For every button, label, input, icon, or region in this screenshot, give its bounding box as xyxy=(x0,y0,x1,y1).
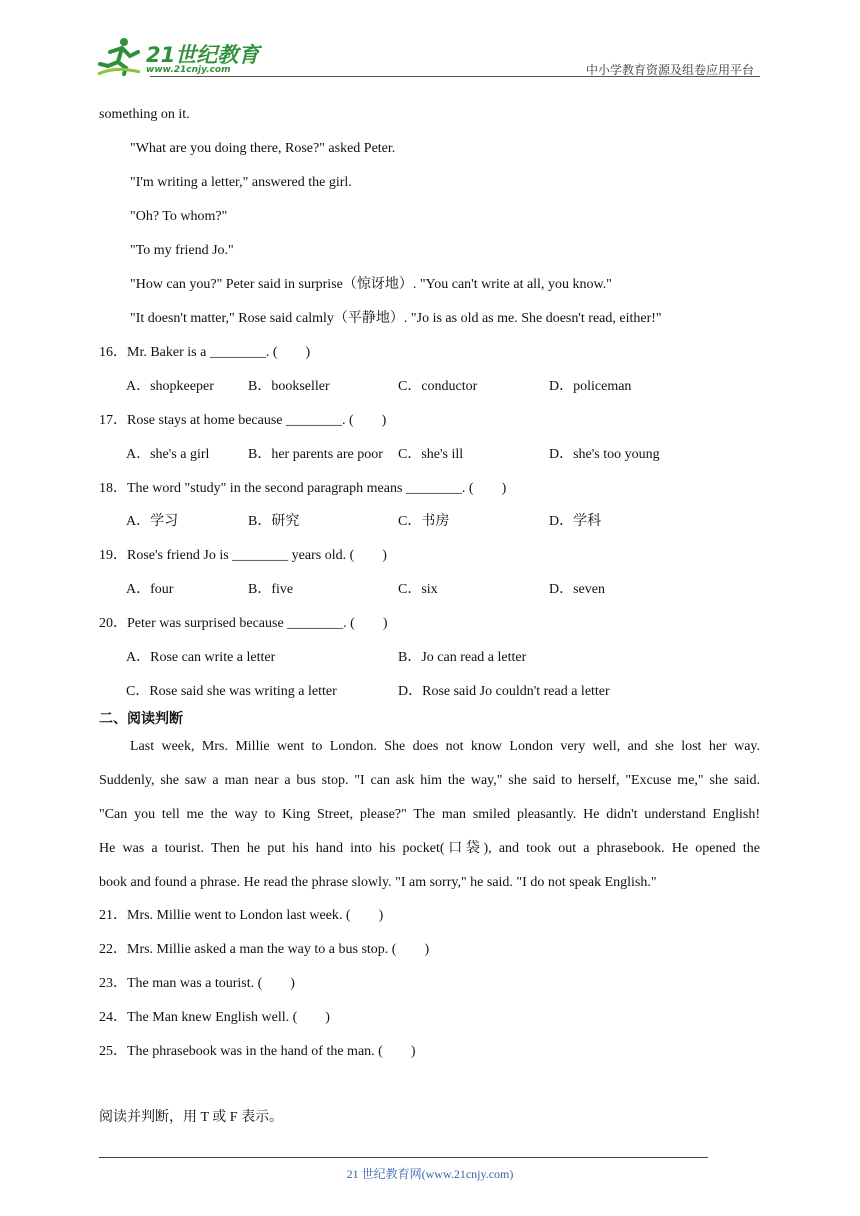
question-20 xyxy=(99,615,388,633)
option-a[interactable]: A．Rose can write a letter xyxy=(126,650,276,665)
runner-logo-icon xyxy=(96,36,142,76)
option-c[interactable]: C．conductor xyxy=(398,379,478,394)
passage-line: "How can you?" Peter said in surprise（惊讶地）. "You can't write at all, you know." xyxy=(130,277,612,292)
question-text: Rose stays at home because ________. ( ) xyxy=(127,413,387,428)
option-d[interactable]: D．学科 xyxy=(549,514,602,529)
option-c[interactable]: C．Rose said she was writing a letter xyxy=(126,684,337,699)
option-c[interactable]: C．书房 xyxy=(398,514,450,529)
judgment-item-22 xyxy=(99,941,429,959)
option-c[interactable]: C．she's ill xyxy=(398,447,464,462)
question-19 xyxy=(99,547,387,565)
question-text: Rose's friend Jo is ________ years old. ( ) xyxy=(127,548,387,563)
option-b[interactable]: B．Jo can read a letter xyxy=(398,650,527,665)
page-footer: 21 世纪教育网(www.21cnjy.com) xyxy=(346,1167,514,1181)
page-header xyxy=(92,34,760,80)
instruction-text: 阅读并判断，用 T 或 F 表示。 xyxy=(99,1110,284,1125)
question-number: 18． xyxy=(99,481,127,496)
option-d[interactable]: D．policeman xyxy=(549,379,632,394)
question-number: 17． xyxy=(99,413,127,428)
question-text: Mr. Baker is a ________. ( ) xyxy=(127,345,311,360)
question-16 xyxy=(99,344,310,362)
judgment-item-21 xyxy=(99,907,383,925)
header-divider xyxy=(150,76,760,77)
passage-line: "I'm writing a letter," answered the girl. xyxy=(130,175,352,190)
logo-url: www.21cnjy.com xyxy=(146,65,231,75)
passage-line: "It doesn't matter," Rose said calmly（平静地）. "Jo is as old as me. She doesn't read, either!" xyxy=(130,311,662,326)
option-d[interactable]: D．seven xyxy=(549,582,605,597)
logo xyxy=(92,34,262,78)
judgment-item-24 xyxy=(99,1009,330,1027)
option-c[interactable]: C．six xyxy=(398,582,438,597)
option-d[interactable]: D．she's too young xyxy=(549,447,660,462)
question-text: The Man knew English well. ( ) xyxy=(127,1010,330,1025)
passage-line: something on it. xyxy=(99,107,190,122)
question-number: 24． xyxy=(99,1010,127,1025)
question-text: The word "study" in the second paragraph means ________. ( ) xyxy=(127,481,507,496)
logo-text: 21世纪教育 xyxy=(146,43,260,67)
footer-divider xyxy=(99,1157,708,1158)
question-number: 19． xyxy=(99,548,127,563)
question-number: 23． xyxy=(99,976,127,991)
question-18 xyxy=(99,480,506,498)
question-number: 21． xyxy=(99,908,127,923)
passage-line: He was a tourist. Then he put his hand into his pocket(口袋), and took out a phrasebook. He opened the xyxy=(99,841,760,856)
option-a[interactable]: A．she's a girl xyxy=(126,447,210,462)
question-number: 22． xyxy=(99,942,127,957)
passage-line: "What are you doing there, Rose?" asked Peter. xyxy=(130,141,396,156)
question-text: Mrs. Millie went to London last week. ( ) xyxy=(127,908,384,923)
question-number: 16． xyxy=(99,345,127,360)
section-title: 二、阅读判断 xyxy=(99,711,183,727)
passage-line: book and found a phrase. He read the phrase slowly. "I am sorry," he said. "I do not speak English." xyxy=(99,875,657,890)
passage-line: Last week, Mrs. Millie went to London. She does not know London very well, and she lost her way. xyxy=(130,739,760,754)
passage-line: "To my friend Jo." xyxy=(130,243,234,258)
option-a[interactable]: A．学习 xyxy=(126,514,179,529)
question-text: Mrs. Millie asked a man the way to a bus stop. ( ) xyxy=(127,942,430,957)
question-text: The man was a tourist. ( ) xyxy=(127,976,295,991)
option-b[interactable]: B．研究 xyxy=(248,514,300,529)
option-b[interactable]: B．her parents are poor xyxy=(248,447,383,462)
option-b[interactable]: B．bookseller xyxy=(248,379,330,394)
option-a[interactable]: A．four xyxy=(126,582,174,597)
option-b[interactable]: B．five xyxy=(248,582,294,597)
question-number: 25． xyxy=(99,1044,127,1059)
question-text: Peter was surprised because ________. ( ) xyxy=(127,616,388,631)
question-number: 20． xyxy=(99,616,127,631)
passage-line: "Can you tell me the way to King Street, please?" The man smiled pleasantly. He didn't understand English! xyxy=(99,807,760,822)
question-text: The phrasebook was in the hand of the man. ( ) xyxy=(127,1044,416,1059)
judgment-item-25 xyxy=(99,1043,415,1061)
option-a[interactable]: A．shopkeeper xyxy=(126,379,214,394)
passage-line: "Oh? To whom?" xyxy=(130,209,228,224)
question-17 xyxy=(99,412,386,430)
platform-title: 中小学教育资源及组卷应用平台 xyxy=(585,63,754,77)
judgment-item-23 xyxy=(99,975,295,993)
option-d[interactable]: D．Rose said Jo couldn't read a letter xyxy=(398,684,610,699)
passage-line: Suddenly, she saw a man near a bus stop. "I can ask him the way," she said to herself, "Excuse me," she said. xyxy=(99,773,760,788)
